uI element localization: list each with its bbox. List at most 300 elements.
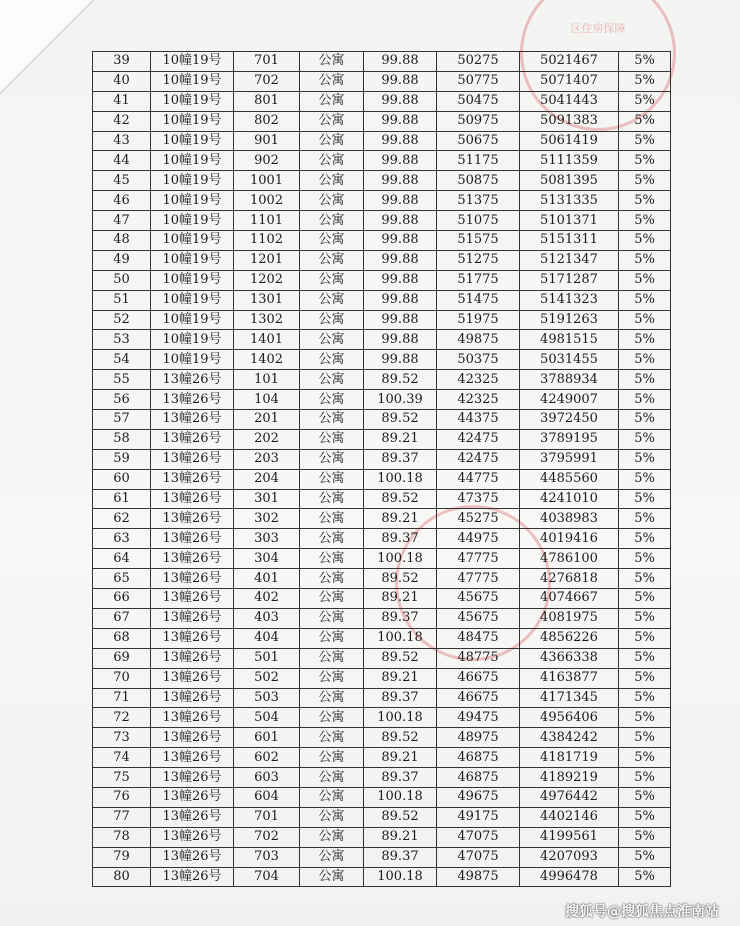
unit-type-cell: 公寓 (300, 668, 364, 688)
room-number-cell: 204 (234, 469, 300, 489)
rate-cell: 5% (619, 529, 671, 549)
row-number-cell: 46 (93, 191, 151, 211)
table-row (93, 608, 671, 628)
row-number-cell: 45 (93, 171, 151, 191)
rate-cell: 5% (619, 728, 671, 748)
table-row (93, 370, 671, 390)
rate-cell: 5% (619, 191, 671, 211)
unit-type-cell: 公寓 (300, 688, 364, 708)
unit-price-cell: 51375 (437, 191, 520, 211)
folded-corner (0, 0, 92, 92)
table-row (93, 489, 671, 509)
total-price-cell: 3789195 (520, 429, 619, 449)
building-cell: 13幢26号 (151, 668, 234, 688)
unit-price-cell: 51175 (437, 151, 520, 171)
room-number-cell: 504 (234, 708, 300, 728)
building-cell: 13幢26号 (151, 529, 234, 549)
building-cell: 13幢26号 (151, 449, 234, 469)
area-cell: 100.18 (364, 708, 437, 728)
building-cell: 13幢26号 (151, 708, 234, 728)
room-number-cell: 604 (234, 787, 300, 807)
unit-type-cell: 公寓 (300, 390, 364, 410)
row-number-cell: 59 (93, 449, 151, 469)
unit-type-cell: 公寓 (300, 708, 364, 728)
total-price-cell: 4976442 (520, 787, 619, 807)
building-cell: 13幢26号 (151, 569, 234, 589)
unit-type-cell: 公寓 (300, 847, 364, 867)
table-row (93, 708, 671, 728)
table-row (93, 52, 671, 72)
area-cell: 89.21 (364, 668, 437, 688)
table-row (93, 529, 671, 549)
rate-cell: 5% (619, 509, 671, 529)
building-cell: 13幢26号 (151, 589, 234, 609)
rate-cell: 5% (619, 648, 671, 668)
area-cell: 99.88 (364, 111, 437, 131)
room-number-cell: 601 (234, 728, 300, 748)
unit-price-cell: 42325 (437, 390, 520, 410)
area-cell: 89.21 (364, 589, 437, 609)
unit-price-cell: 49175 (437, 807, 520, 827)
area-cell: 99.88 (364, 270, 437, 290)
building-cell: 13幢26号 (151, 628, 234, 648)
row-number-cell: 58 (93, 429, 151, 449)
total-price-cell: 5101371 (520, 211, 619, 231)
rate-cell: 5% (619, 231, 671, 251)
rate-cell: 5% (619, 847, 671, 867)
table-row (93, 191, 671, 211)
unit-type-cell: 公寓 (300, 52, 364, 72)
unit-type-cell: 公寓 (300, 410, 364, 430)
unit-type-cell: 公寓 (300, 310, 364, 330)
unit-price-cell: 42475 (437, 449, 520, 469)
room-number-cell: 202 (234, 429, 300, 449)
area-cell: 89.37 (364, 768, 437, 788)
room-number-cell: 701 (234, 52, 300, 72)
unit-price-cell: 46875 (437, 748, 520, 768)
table-row (93, 509, 671, 529)
total-price-cell: 3795991 (520, 449, 619, 469)
unit-price-cell: 47775 (437, 569, 520, 589)
building-cell: 13幢26号 (151, 390, 234, 410)
row-number-cell: 43 (93, 131, 151, 151)
building-cell: 13幢26号 (151, 549, 234, 569)
total-price-cell: 4171345 (520, 688, 619, 708)
row-number-cell: 57 (93, 410, 151, 430)
unit-type-cell: 公寓 (300, 469, 364, 489)
area-cell: 99.88 (364, 290, 437, 310)
unit-type-cell: 公寓 (300, 370, 364, 390)
source-watermark: 搜狐号@搜狐焦点淮南站 (565, 904, 719, 920)
table-row (93, 628, 671, 648)
row-number-cell: 79 (93, 847, 151, 867)
rate-cell: 5% (619, 52, 671, 72)
row-number-cell: 78 (93, 827, 151, 847)
area-cell: 89.52 (364, 648, 437, 668)
room-number-cell: 1101 (234, 211, 300, 231)
table-row (93, 171, 671, 191)
rate-cell: 5% (619, 589, 671, 609)
unit-type-cell: 公寓 (300, 529, 364, 549)
table-row (93, 330, 671, 350)
unit-type-cell: 公寓 (300, 449, 364, 469)
total-price-cell: 5171287 (520, 270, 619, 290)
area-cell: 89.52 (364, 728, 437, 748)
room-number-cell: 703 (234, 847, 300, 867)
rate-cell: 5% (619, 768, 671, 788)
unit-price-cell: 47075 (437, 827, 520, 847)
area-cell: 100.18 (364, 628, 437, 648)
area-cell: 89.52 (364, 489, 437, 509)
unit-type-cell: 公寓 (300, 330, 364, 350)
row-number-cell: 73 (93, 728, 151, 748)
room-number-cell: 503 (234, 688, 300, 708)
room-number-cell: 1001 (234, 171, 300, 191)
area-cell: 89.21 (364, 748, 437, 768)
total-price-cell: 5061419 (520, 131, 619, 151)
table-row (93, 748, 671, 768)
rate-cell: 5% (619, 429, 671, 449)
building-cell: 10幢19号 (151, 231, 234, 251)
row-number-cell: 68 (93, 628, 151, 648)
area-cell: 89.52 (364, 569, 437, 589)
building-cell: 10幢19号 (151, 310, 234, 330)
row-number-cell: 62 (93, 509, 151, 529)
rate-cell: 5% (619, 668, 671, 688)
row-number-cell: 47 (93, 211, 151, 231)
rate-cell: 5% (619, 489, 671, 509)
unit-type-cell: 公寓 (300, 290, 364, 310)
unit-type-cell: 公寓 (300, 728, 364, 748)
unit-price-cell: 51775 (437, 270, 520, 290)
row-number-cell: 63 (93, 529, 151, 549)
unit-price-cell: 51275 (437, 250, 520, 270)
row-number-cell: 49 (93, 250, 151, 270)
rate-cell: 5% (619, 250, 671, 270)
area-cell: 99.88 (364, 191, 437, 211)
total-price-cell: 4786100 (520, 549, 619, 569)
total-price-cell: 3972450 (520, 410, 619, 430)
total-price-cell: 5151311 (520, 231, 619, 251)
unit-price-cell: 48475 (437, 628, 520, 648)
room-number-cell: 401 (234, 569, 300, 589)
table-row (93, 111, 671, 131)
area-cell: 99.88 (364, 250, 437, 270)
table-row (93, 91, 671, 111)
total-price-cell: 4207093 (520, 847, 619, 867)
total-price-cell: 4038983 (520, 509, 619, 529)
unit-type-cell: 公寓 (300, 608, 364, 628)
building-cell: 13幢26号 (151, 847, 234, 867)
total-price-cell: 5031455 (520, 350, 619, 370)
rate-cell: 5% (619, 330, 671, 350)
building-cell: 13幢26号 (151, 370, 234, 390)
building-cell: 13幢26号 (151, 748, 234, 768)
building-cell: 13幢26号 (151, 807, 234, 827)
table-row (93, 449, 671, 469)
total-price-cell: 4276818 (520, 569, 619, 589)
unit-price-cell: 50475 (437, 91, 520, 111)
unit-type-cell: 公寓 (300, 71, 364, 91)
room-number-cell: 1302 (234, 310, 300, 330)
room-number-cell: 701 (234, 807, 300, 827)
unit-type-cell: 公寓 (300, 429, 364, 449)
building-cell: 10幢19号 (151, 191, 234, 211)
unit-type-cell: 公寓 (300, 489, 364, 509)
room-number-cell: 1102 (234, 231, 300, 251)
rate-cell: 5% (619, 290, 671, 310)
row-number-cell: 51 (93, 290, 151, 310)
unit-type-cell: 公寓 (300, 131, 364, 151)
row-number-cell: 42 (93, 111, 151, 131)
rate-cell: 5% (619, 310, 671, 330)
unit-price-cell: 45275 (437, 509, 520, 529)
unit-type-cell: 公寓 (300, 648, 364, 668)
area-cell: 99.88 (364, 350, 437, 370)
area-cell: 100.39 (364, 390, 437, 410)
unit-price-cell: 44975 (437, 529, 520, 549)
table-row (93, 151, 671, 171)
seal-text: 区住房保障 (570, 22, 626, 35)
rate-cell: 5% (619, 350, 671, 370)
table-row (93, 668, 671, 688)
unit-price-cell: 49875 (437, 330, 520, 350)
unit-price-cell: 50275 (437, 52, 520, 72)
row-number-cell: 56 (93, 390, 151, 410)
unit-type-cell: 公寓 (300, 628, 364, 648)
total-price-cell: 5081395 (520, 171, 619, 191)
room-number-cell: 1202 (234, 270, 300, 290)
rate-cell: 5% (619, 111, 671, 131)
building-cell: 13幢26号 (151, 469, 234, 489)
unit-type-cell: 公寓 (300, 151, 364, 171)
total-price-cell: 4019416 (520, 529, 619, 549)
area-cell: 89.37 (364, 449, 437, 469)
total-price-cell: 4081975 (520, 608, 619, 628)
building-cell: 13幢26号 (151, 648, 234, 668)
building-cell: 13幢26号 (151, 489, 234, 509)
building-cell: 13幢26号 (151, 768, 234, 788)
rate-cell: 5% (619, 390, 671, 410)
unit-type-cell: 公寓 (300, 827, 364, 847)
building-cell: 13幢26号 (151, 410, 234, 430)
unit-price-cell: 48775 (437, 648, 520, 668)
row-number-cell: 52 (93, 310, 151, 330)
table-row (93, 310, 671, 330)
unit-price-cell: 47375 (437, 489, 520, 509)
room-number-cell: 301 (234, 489, 300, 509)
unit-price-cell: 51075 (437, 211, 520, 231)
table-row (93, 410, 671, 430)
area-cell: 89.37 (364, 688, 437, 708)
unit-price-cell: 47075 (437, 847, 520, 867)
table-row (93, 469, 671, 489)
unit-price-cell: 44375 (437, 410, 520, 430)
unit-type-cell: 公寓 (300, 807, 364, 827)
room-number-cell: 702 (234, 71, 300, 91)
total-price-cell: 4485560 (520, 469, 619, 489)
table-row (93, 250, 671, 270)
unit-price-cell: 44775 (437, 469, 520, 489)
area-cell: 89.21 (364, 509, 437, 529)
building-cell: 10幢19号 (151, 111, 234, 131)
total-price-cell: 4189219 (520, 768, 619, 788)
table-row (93, 71, 671, 91)
unit-type-cell: 公寓 (300, 787, 364, 807)
room-number-cell: 404 (234, 628, 300, 648)
rate-cell: 5% (619, 569, 671, 589)
area-cell: 99.88 (364, 52, 437, 72)
unit-type-cell: 公寓 (300, 350, 364, 370)
room-number-cell: 302 (234, 509, 300, 529)
row-number-cell: 69 (93, 648, 151, 668)
unit-price-cell: 45675 (437, 608, 520, 628)
total-price-cell: 4249007 (520, 390, 619, 410)
total-price-cell: 4366338 (520, 648, 619, 668)
unit-price-cell: 45675 (437, 589, 520, 609)
rate-cell: 5% (619, 549, 671, 569)
row-number-cell: 41 (93, 91, 151, 111)
room-number-cell: 902 (234, 151, 300, 171)
total-price-cell: 4996478 (520, 867, 619, 887)
room-number-cell: 1401 (234, 330, 300, 350)
row-number-cell: 50 (93, 270, 151, 290)
unit-price-cell: 42475 (437, 429, 520, 449)
unit-price-cell: 51975 (437, 310, 520, 330)
rate-cell: 5% (619, 449, 671, 469)
building-cell: 10幢19号 (151, 250, 234, 270)
table-row (93, 131, 671, 151)
row-number-cell: 70 (93, 668, 151, 688)
room-number-cell: 704 (234, 867, 300, 887)
area-cell: 89.52 (364, 807, 437, 827)
room-number-cell: 502 (234, 668, 300, 688)
unit-type-cell: 公寓 (300, 250, 364, 270)
building-cell: 10幢19号 (151, 171, 234, 191)
building-cell: 13幢26号 (151, 728, 234, 748)
total-price-cell: 4856226 (520, 628, 619, 648)
unit-type-cell: 公寓 (300, 191, 364, 211)
unit-type-cell: 公寓 (300, 91, 364, 111)
rate-cell: 5% (619, 628, 671, 648)
unit-price-cell: 50975 (437, 111, 520, 131)
rate-cell: 5% (619, 171, 671, 191)
table-row (93, 827, 671, 847)
building-cell: 10幢19号 (151, 71, 234, 91)
row-number-cell: 64 (93, 549, 151, 569)
row-number-cell: 48 (93, 231, 151, 251)
rate-cell: 5% (619, 688, 671, 708)
area-cell: 89.37 (364, 608, 437, 628)
room-number-cell: 203 (234, 449, 300, 469)
rate-cell: 5% (619, 151, 671, 171)
unit-type-cell: 公寓 (300, 231, 364, 251)
total-price-cell: 5041443 (520, 91, 619, 111)
area-cell: 100.18 (364, 867, 437, 887)
building-cell: 10幢19号 (151, 52, 234, 72)
rate-cell: 5% (619, 91, 671, 111)
room-number-cell: 901 (234, 131, 300, 151)
area-cell: 99.88 (364, 91, 437, 111)
total-price-cell: 5191263 (520, 310, 619, 330)
area-cell: 100.18 (364, 469, 437, 489)
building-cell: 13幢26号 (151, 509, 234, 529)
room-number-cell: 1002 (234, 191, 300, 211)
row-number-cell: 55 (93, 370, 151, 390)
table-row (93, 290, 671, 310)
unit-type-cell: 公寓 (300, 748, 364, 768)
total-price-cell: 5141323 (520, 290, 619, 310)
row-number-cell: 40 (93, 71, 151, 91)
row-number-cell: 53 (93, 330, 151, 350)
rate-cell: 5% (619, 71, 671, 91)
row-number-cell: 72 (93, 708, 151, 728)
row-number-cell: 54 (93, 350, 151, 370)
unit-price-cell: 49875 (437, 867, 520, 887)
total-price-cell: 4163877 (520, 668, 619, 688)
building-cell: 10幢19号 (151, 151, 234, 171)
rate-cell: 5% (619, 608, 671, 628)
total-price-cell: 4199561 (520, 827, 619, 847)
building-cell: 13幢26号 (151, 688, 234, 708)
total-price-cell: 4181719 (520, 748, 619, 768)
total-price-cell: 4074667 (520, 589, 619, 609)
total-price-cell: 4384242 (520, 728, 619, 748)
room-number-cell: 1301 (234, 290, 300, 310)
total-price-cell: 5071407 (520, 71, 619, 91)
unit-price-cell: 42325 (437, 370, 520, 390)
total-price-cell: 4981515 (520, 330, 619, 350)
row-number-cell: 60 (93, 469, 151, 489)
rate-cell: 5% (619, 827, 671, 847)
area-cell: 99.88 (364, 310, 437, 330)
table-row (93, 728, 671, 748)
unit-price-cell: 49675 (437, 787, 520, 807)
row-number-cell: 80 (93, 867, 151, 887)
rate-cell: 5% (619, 787, 671, 807)
unit-price-cell: 46875 (437, 768, 520, 788)
table-row (93, 270, 671, 290)
rate-cell: 5% (619, 131, 671, 151)
area-cell: 99.88 (364, 330, 437, 350)
row-number-cell: 71 (93, 688, 151, 708)
unit-price-cell: 47775 (437, 549, 520, 569)
room-number-cell: 702 (234, 827, 300, 847)
building-cell: 10幢19号 (151, 330, 234, 350)
table-row (93, 211, 671, 231)
total-price-cell: 4241010 (520, 489, 619, 509)
table-row (93, 429, 671, 449)
table-row (93, 350, 671, 370)
row-number-cell: 74 (93, 748, 151, 768)
room-number-cell: 1201 (234, 250, 300, 270)
rate-cell: 5% (619, 370, 671, 390)
building-cell: 13幢26号 (151, 429, 234, 449)
housing-price-table (92, 51, 671, 887)
unit-type-cell: 公寓 (300, 111, 364, 131)
unit-type-cell: 公寓 (300, 768, 364, 788)
row-number-cell: 44 (93, 151, 151, 171)
table-body (93, 52, 671, 887)
room-number-cell: 802 (234, 111, 300, 131)
total-price-cell: 5111359 (520, 151, 619, 171)
unit-price-cell: 49475 (437, 708, 520, 728)
area-cell: 100.18 (364, 787, 437, 807)
table-row (93, 648, 671, 668)
row-number-cell: 77 (93, 807, 151, 827)
area-cell: 89.52 (364, 370, 437, 390)
unit-type-cell: 公寓 (300, 867, 364, 887)
